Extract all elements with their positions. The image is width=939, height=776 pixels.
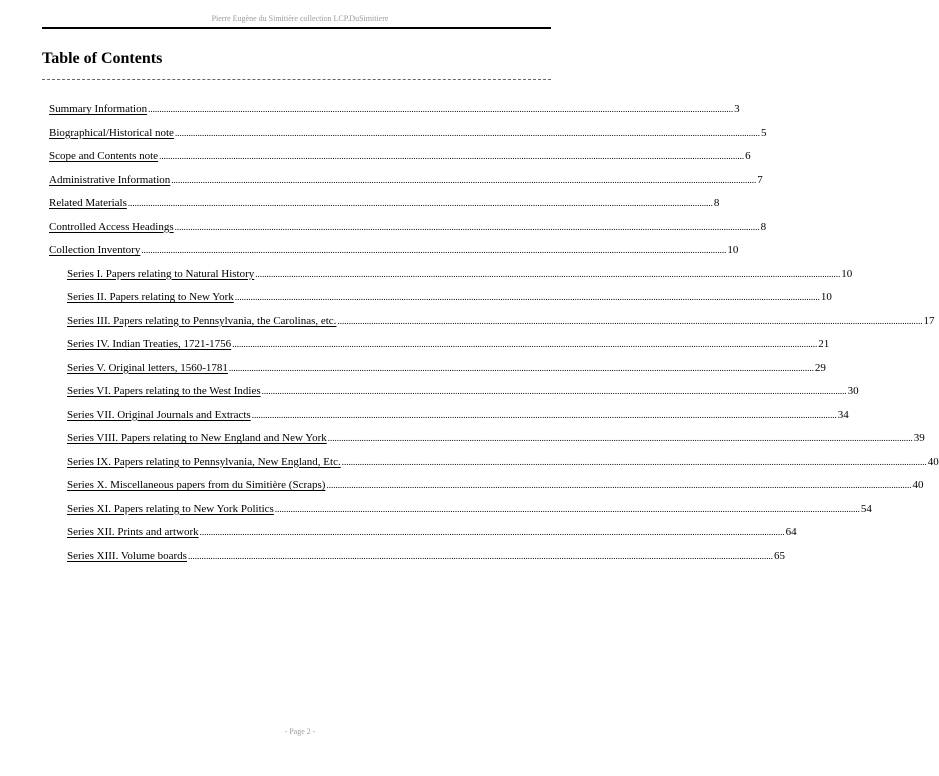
dot-leader: .................................................................................................................................................................................................................................................................... <box>199 527 785 537</box>
toc-series-entry[interactable] <box>67 431 925 455</box>
toc-section-entry[interactable] <box>49 220 767 244</box>
toc-section-entry[interactable] <box>49 149 751 173</box>
toc-page-number: 40 <box>912 479 924 491</box>
toc-entry-link[interactable]: Series IX. Papers relating to Pennsylvania, New England, Etc. <box>67 455 341 468</box>
dot-leader: .................................................................................................................................................................................................................................................................... <box>127 198 713 208</box>
toc-series-entry[interactable] <box>67 478 924 502</box>
toc-page-number: 10 <box>820 291 832 303</box>
dot-leader: .................................................................................................................................................................................................................................................................... <box>326 480 912 490</box>
dot-leader: .................................................................................................................................................................................................................................................................... <box>251 409 837 420</box>
toc-series-entry[interactable] <box>67 337 830 361</box>
dot-leader: .................................................................................................................................................................................................................................................................... <box>261 386 847 396</box>
toc-entry-link[interactable]: Series VIII. Papers relating to New England and New York <box>67 432 327 444</box>
toc-page-number: 39 <box>913 432 925 444</box>
toc-series-entry[interactable] <box>67 361 826 385</box>
toc-entry-link[interactable]: Series IV. Indian Treaties, 1721-1756 <box>67 338 232 350</box>
title-divider <box>42 79 551 80</box>
toc-series-entry[interactable] <box>67 314 935 338</box>
toc-entry-link[interactable]: Series III. Papers relating to Pennsylvania, the Carolinas, etc. <box>67 314 337 327</box>
toc-page-number: 6 <box>745 150 751 162</box>
toc-section-entry[interactable] <box>49 173 763 197</box>
dot-leader: .................................................................................................................................................................................................................................................................... <box>337 315 923 326</box>
toc-page-number: 10 <box>841 267 853 280</box>
dot-leader: .................................................................................................................................................................................................................................................................... <box>174 221 760 232</box>
toc-series-entry[interactable] <box>67 408 849 432</box>
toc-entry-link[interactable]: Controlled Access Headings <box>49 220 174 233</box>
toc-page-number: 10 <box>727 244 739 256</box>
toc-entry-link[interactable]: Series V. Original letters, 1560-1781 <box>67 361 228 374</box>
dot-leader: .................................................................................................................................................................................................................................................................... <box>187 550 773 561</box>
toc-series-entry[interactable] <box>67 549 785 573</box>
toc-page-number: 65 <box>773 549 785 562</box>
toc-entry-link[interactable]: Series VI. Papers relating to the West Indies <box>67 385 261 397</box>
dot-leader: .................................................................................................................................................................................................................................................................... <box>234 292 820 302</box>
page-footer: - Page 2 - <box>284 727 316 736</box>
dot-leader: .................................................................................................................................................................................................................................................................... <box>174 127 760 138</box>
toc-entry-link[interactable]: Series XII. Prints and artwork <box>67 526 199 538</box>
toc-page-number: 34 <box>837 408 849 421</box>
toc-page-number: 5 <box>760 126 767 139</box>
toc-entry-link[interactable]: Series VII. Original Journals and Extracts <box>67 408 251 421</box>
toc-page-number: 40 <box>927 455 939 468</box>
toc-series-entry[interactable] <box>67 525 797 549</box>
dot-leader: .................................................................................................................................................................................................................................................................... <box>141 245 727 255</box>
dot-leader: .................................................................................................................................................................................................................................................................... <box>327 433 913 443</box>
toc-entry-link[interactable]: Scope and Contents note <box>49 150 159 162</box>
toc-entry-link[interactable]: Series II. Papers relating to New York <box>67 291 234 303</box>
toc-entry-link[interactable]: Related Materials <box>49 197 127 209</box>
toc-entry-link[interactable]: Series I. Papers relating to Natural History <box>67 267 255 280</box>
toc-page-number: 30 <box>847 385 859 397</box>
toc-page-number: 64 <box>785 526 797 538</box>
toc-list <box>0 102 939 572</box>
toc-series-entry[interactable] <box>67 384 859 408</box>
toc-page-number: 17 <box>923 314 935 327</box>
dot-leader: .................................................................................................................................................................................................................................................................... <box>341 456 927 467</box>
toc-page-number: 29 <box>814 361 826 374</box>
dot-leader: .................................................................................................................................................................................................................................................................... <box>255 268 841 279</box>
toc-entry-link[interactable]: Summary Information <box>49 103 148 115</box>
toc-entry-link[interactable]: Biographical/Historical note <box>49 126 174 139</box>
running-header: Pierre Eugène du Simitière collection LCP.DuSimitiere <box>211 14 389 23</box>
dot-leader: .................................................................................................................................................................................................................................................................... <box>232 339 818 349</box>
toc-entry-link[interactable]: Series XI. Papers relating to New York Politics <box>67 502 274 515</box>
toc-section-entry[interactable] <box>49 126 767 150</box>
toc-page-number: 54 <box>860 502 872 515</box>
toc-entry-link[interactable]: Collection Inventory <box>49 244 141 256</box>
toc-entry-link[interactable]: Series X. Miscellaneous papers from du Simitière (Scraps) <box>67 479 326 491</box>
toc-page-number: 8 <box>713 197 720 209</box>
toc-entry-link[interactable]: Administrative Information <box>49 173 171 186</box>
toc-series-entry[interactable] <box>67 455 939 479</box>
page-title: Table of Contents <box>42 50 163 67</box>
dot-leader: .................................................................................................................................................................................................................................................................... <box>171 174 757 185</box>
toc-series-entry[interactable] <box>67 267 853 291</box>
toc-page-number: 8 <box>760 220 767 233</box>
header-rule <box>42 27 551 29</box>
toc-entry-link[interactable]: Series XIII. Volume boards <box>67 549 187 562</box>
toc-page-number: 3 <box>734 103 740 115</box>
dot-leader: .................................................................................................................................................................................................................................................................... <box>274 503 860 514</box>
toc-page-number: 7 <box>757 173 763 186</box>
toc-series-entry[interactable] <box>67 290 832 314</box>
toc-series-entry[interactable] <box>67 502 872 526</box>
dot-leader: .................................................................................................................................................................................................................................................................... <box>159 151 745 161</box>
dot-leader: .................................................................................................................................................................................................................................................................... <box>148 104 734 114</box>
toc-page-number: 21 <box>818 338 830 350</box>
toc-section-entry[interactable] <box>49 243 739 267</box>
toc-section-entry[interactable] <box>49 102 740 126</box>
dot-leader: .................................................................................................................................................................................................................................................................... <box>228 362 814 373</box>
toc-section-entry[interactable] <box>49 196 720 220</box>
